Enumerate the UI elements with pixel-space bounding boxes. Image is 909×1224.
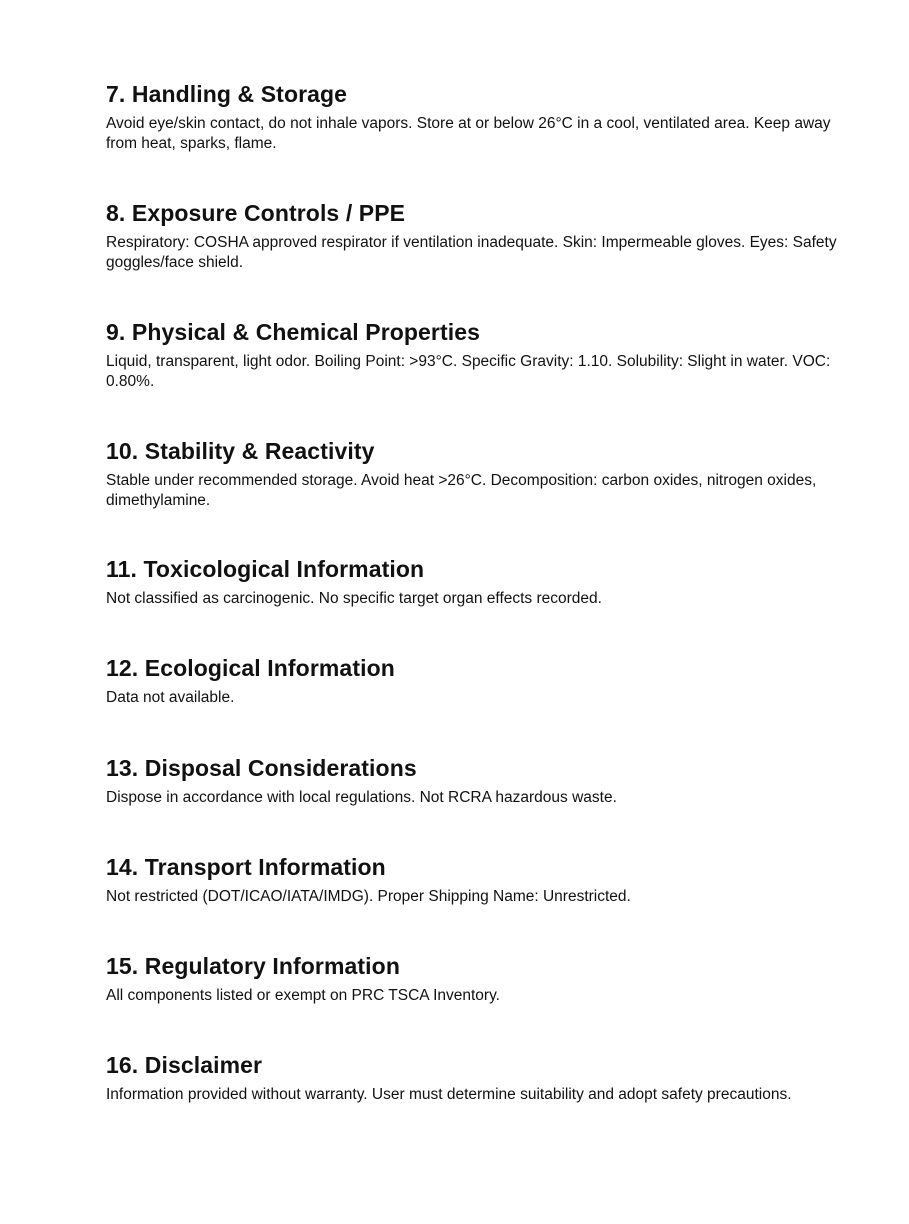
section-body: Avoid eye/skin contact, do not inhale vapors. Store at or below 26°C in a cool, ventilated area. Keep away from heat, sparks, flame.	[106, 115, 831, 152]
section-exposure-controls	[106, 199, 846, 273]
section-body: Data not available.	[106, 689, 235, 706]
section-regulatory-information	[106, 952, 846, 1006]
section-body: Not restricted (DOT/ICAO/IATA/IMDG). Proper Shipping Name: Unrestricted.	[106, 888, 631, 905]
section-disposal-considerations	[106, 754, 846, 808]
section-body: Liquid, transparent, light odor. Boiling Point: >93°C. Specific Gravity: 1.10. Solubility: Slight in water. VOC: 0.80%.	[106, 353, 831, 390]
section-body: Dispose in accordance with local regulations. Not RCRA hazardous waste.	[106, 789, 617, 806]
section-transport-information	[106, 853, 846, 907]
section-ecological-information	[106, 654, 846, 708]
section-title: 10. Stability & Reactivity	[106, 438, 375, 464]
section-title: 14. Transport Information	[106, 854, 386, 880]
section-stability-reactivity	[106, 437, 846, 511]
section-title: 15. Regulatory Information	[106, 953, 400, 979]
section-physical-chemical-properties	[106, 318, 846, 392]
section-body: Information provided without warranty. User must determine suitability and adopt safety precautions.	[106, 1086, 792, 1103]
section-toxicological-information	[106, 555, 846, 609]
section-disclaimer	[106, 1051, 846, 1105]
section-title: 8. Exposure Controls / PPE	[106, 200, 406, 226]
section-body: Stable under recommended storage. Avoid heat >26°C. Decomposition: carbon oxides, nitrogen oxides, dimethylamine.	[106, 472, 817, 509]
section-title: 16. Disclaimer	[106, 1052, 263, 1078]
section-body: All components listed or exempt on PRC TSCA Inventory.	[106, 987, 500, 1004]
section-body: Not classified as carcinogenic. No specific target organ effects recorded.	[106, 590, 602, 607]
section-title: 11. Toxicological Information	[106, 556, 425, 582]
section-title: 12. Ecological Information	[106, 655, 395, 681]
section-handling-storage	[106, 80, 846, 154]
section-body: Respiratory: COSHA approved respirator if ventilation inadequate. Skin: Impermeable gloves. Eyes: Safety goggles/face shield.	[106, 234, 837, 271]
section-title: 7. Handling & Storage	[106, 81, 348, 107]
section-title: 9. Physical & Chemical Properties	[106, 319, 481, 345]
section-title: 13. Disposal Considerations	[106, 755, 417, 781]
